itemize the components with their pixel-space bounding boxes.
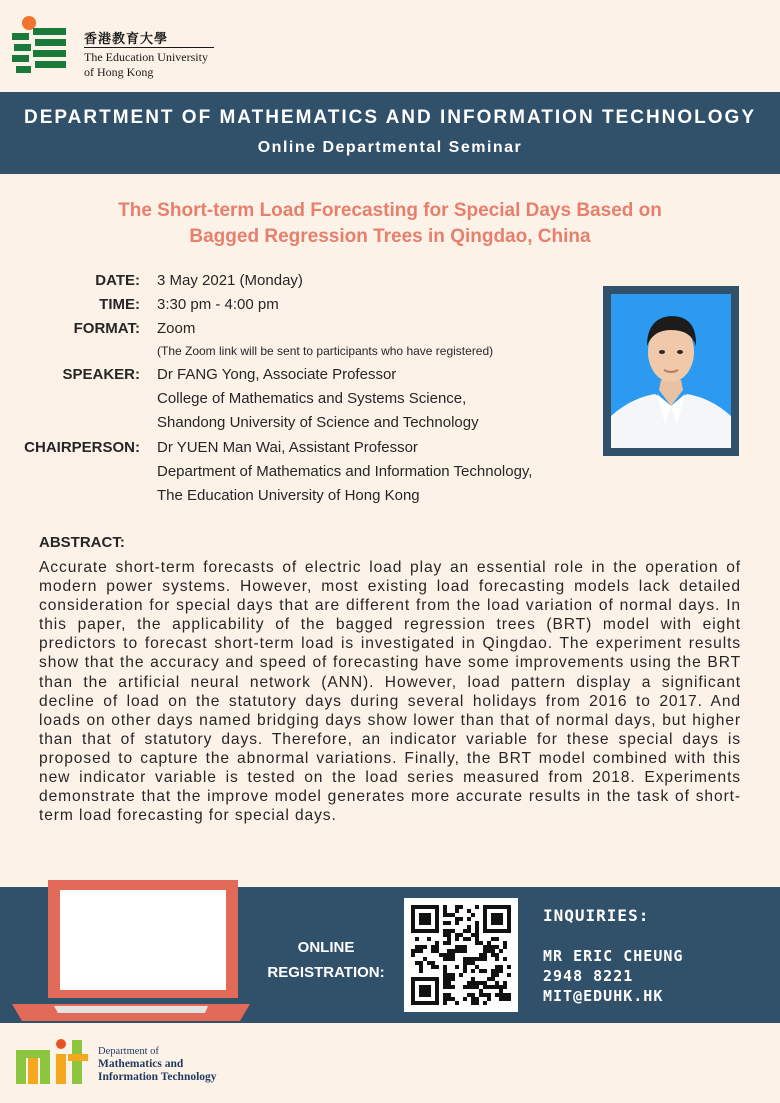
department-logo [14, 1036, 234, 1086]
chairperson-label: CHAIRPERSON: [24, 439, 140, 456]
chairperson-line: Department of Mathematics and Information Technology, [157, 463, 533, 480]
university-chinese-name: 香港教育大學 [84, 32, 169, 47]
speaker-line: Dr FANG Yong, Associate Professor [157, 366, 397, 383]
university-name-line2: of Hong Kong [84, 65, 154, 79]
university-english-name [84, 50, 208, 80]
time-value: 3:30 pm - 4:00 pm [157, 296, 279, 313]
seminar-subtitle: Online Departmental Seminar [257, 139, 523, 156]
chairperson-line: Dr YUEN Man Wai, Assistant Professor [157, 439, 418, 456]
dept-logo-line3: Information Technology [98, 1071, 217, 1083]
department-title: DEPARTMENT OF MATHEMATICS AND INFORMATION TECHNOLOGY [23, 107, 756, 128]
talk-title-line1: The Short-term Load Forecasting for Special Days Based on [118, 200, 662, 221]
laptop-icon [12, 880, 252, 1024]
speaker-label: SPEAKER: [62, 366, 140, 383]
talk-title [40, 198, 740, 250]
inquiries-contact [543, 946, 683, 1006]
dept-logo-line2: Mathematics and [98, 1058, 184, 1070]
department-logo-text [98, 1046, 217, 1084]
format-value: Zoom [157, 320, 196, 337]
chairperson-line: The Education University of Hong Kong [157, 487, 420, 504]
time-label: TIME: [99, 296, 140, 313]
registration-line1: ONLINE [297, 939, 355, 956]
university-logo [12, 14, 212, 78]
mit-logo-icon [14, 1036, 94, 1086]
logo-divider [84, 47, 214, 48]
dept-logo-line1: Department of [98, 1046, 159, 1057]
contact-email[interactable]: MIT@EDUHK.HK [543, 987, 664, 1005]
qr-code-icon [411, 905, 511, 1005]
contact-phone: 2948 8221 [543, 967, 634, 985]
header-band [0, 92, 780, 174]
format-label: FORMAT: [73, 320, 140, 337]
speaker-photo [603, 286, 739, 456]
date-value: 3 May 2021 (Monday) [157, 272, 303, 289]
talk-title-line2: Bagged Regression Trees in Qingdao, China [189, 226, 591, 247]
eduhk-logo-icon [12, 14, 68, 76]
university-name-line1: The Education University [84, 50, 208, 64]
format-note: (The Zoom link will be sent to participants who have registered) [157, 344, 494, 358]
speaker-line: College of Mathematics and Systems Science, [157, 390, 467, 407]
date-label: DATE: [95, 272, 140, 289]
online-registration-label [253, 935, 399, 985]
contact-name: MR ERIC CHEUNG [543, 947, 684, 965]
registration-line2: REGISTRATION: [267, 964, 385, 981]
speaker-line: Shandong University of Science and Technology [157, 414, 479, 431]
speaker-portrait [611, 294, 731, 448]
abstract-heading: ABSTRACT: [39, 534, 125, 551]
registration-qr-code[interactable] [404, 898, 518, 1012]
abstract-text: Accurate short-term forecasts of electric load play an essential role in the operation of modern power systems. However, most existing load forecasting models lack detailed consideration for special days that are different from the load variation of normal days. In this paper, the applicability of the bagged regression trees (BRT) model with eight predictors to forecast short-term load is investigated in Qingdao. The experiment results show that the accuracy and speed of forecasting have some improvements using the BRT than the artificial neural network (ANN). However, load pattern display a significant decline of load on the statutory days during several holidays from 2016 to 2017. And loads on other days named bridging days show lower than that of normal days, but higher than that of statutory days. Therefore, an indicator variable for these special days is proposed to capture the abnormal variations. Finally, the BRT model combined with this new indicator variable is tested on the load series measured from 2018. Experiments demonstrate that the improve model generates more accurate results in the task of short-term load forecasting for special days. [39, 559, 741, 825]
inquiries-heading: INQUIRIES: [543, 906, 650, 925]
